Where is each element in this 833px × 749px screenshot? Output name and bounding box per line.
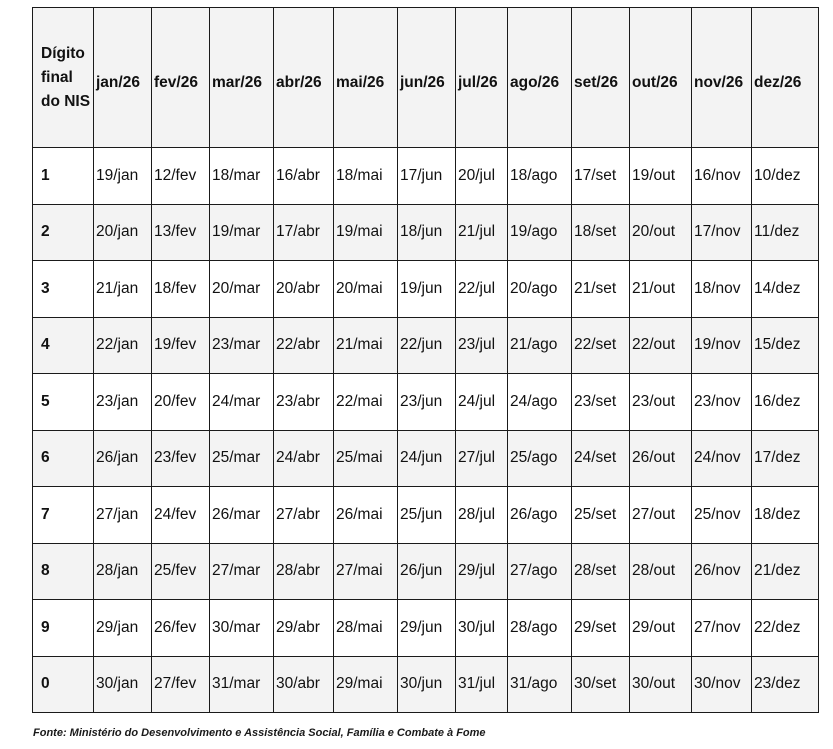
payment-date-cell: 18/jun [398,204,456,261]
payment-date-cell: 23/set [572,374,630,431]
payment-date-cell: 21/mai [334,317,398,374]
header-month: jan/26 [94,8,152,148]
payment-date-cell: 22/jan [94,317,152,374]
payment-date-cell: 21/jul [456,204,508,261]
payment-date-cell: 18/mar [210,148,274,205]
payment-date-cell: 20/out [630,204,692,261]
payment-date-cell: 29/out [630,600,692,657]
header-row [33,8,819,148]
payment-date-cell: 25/set [572,487,630,544]
payment-date-cell: 31/mar [210,656,274,713]
nis-digit-cell: 9 [33,600,94,657]
payment-date-cell: 27/abr [274,487,334,544]
payment-calendar-table [32,7,819,713]
payment-date-cell: 20/jan [94,204,152,261]
payment-date-cell: 28/jul [456,487,508,544]
nis-digit-cell: 4 [33,317,94,374]
header-month: ago/26 [508,8,572,148]
header-month: jun/26 [398,8,456,148]
payment-date-cell: 17/jun [398,148,456,205]
payment-date-cell: 10/dez [752,148,819,205]
payment-date-cell: 23/fev [152,430,210,487]
payment-date-cell: 27/ago [508,543,572,600]
payment-date-cell: 24/fev [152,487,210,544]
payment-date-cell: 23/jun [398,374,456,431]
payment-date-cell: 13/fev [152,204,210,261]
payment-date-cell: 23/mar [210,317,274,374]
payment-date-cell: 23/abr [274,374,334,431]
payment-date-cell: 27/out [630,487,692,544]
payment-date-cell: 23/jul [456,317,508,374]
payment-date-cell: 19/nov [692,317,752,374]
payment-date-cell: 30/mar [210,600,274,657]
payment-date-cell: 21/out [630,261,692,318]
payment-date-cell: 30/abr [274,656,334,713]
payment-date-cell: 25/mar [210,430,274,487]
payment-date-cell: 17/set [572,148,630,205]
payment-date-cell: 17/nov [692,204,752,261]
payment-date-cell: 22/jun [398,317,456,374]
payment-date-cell: 26/ago [508,487,572,544]
payment-date-cell: 27/fev [152,656,210,713]
source-note: Fonte: Ministério do Desenvolvimento e Assistência Social, Família e Combate à Fome [33,727,486,739]
payment-date-cell: 25/jun [398,487,456,544]
table-row [33,430,819,487]
payment-date-cell: 20/fev [152,374,210,431]
payment-date-cell: 20/abr [274,261,334,318]
payment-date-cell: 23/dez [752,656,819,713]
payment-date-cell: 29/set [572,600,630,657]
header-month: set/26 [572,8,630,148]
payment-date-cell: 21/set [572,261,630,318]
payment-date-cell: 22/abr [274,317,334,374]
payment-date-cell: 16/nov [692,148,752,205]
payment-date-cell: 28/abr [274,543,334,600]
payment-date-cell: 26/jan [94,430,152,487]
payment-date-cell: 28/set [572,543,630,600]
payment-date-cell: 16/dez [752,374,819,431]
payment-date-cell: 12/fev [152,148,210,205]
header-month: nov/26 [692,8,752,148]
payment-date-cell: 24/nov [692,430,752,487]
table-row [33,487,819,544]
payment-date-cell: 29/jun [398,600,456,657]
table-row [33,600,819,657]
payment-date-cell: 18/nov [692,261,752,318]
payment-date-cell: 17/dez [752,430,819,487]
payment-date-cell: 28/jan [94,543,152,600]
payment-date-cell: 27/jan [94,487,152,544]
payment-date-cell: 21/jan [94,261,152,318]
table-row [33,204,819,261]
table-row [33,374,819,431]
payment-date-cell: 18/set [572,204,630,261]
payment-date-cell: 20/jul [456,148,508,205]
header-month: jul/26 [456,8,508,148]
payment-date-cell: 29/jul [456,543,508,600]
payment-date-cell: 24/mar [210,374,274,431]
payment-date-cell: 19/jun [398,261,456,318]
table-row [33,543,819,600]
payment-date-cell: 24/jun [398,430,456,487]
payment-date-cell: 30/jul [456,600,508,657]
payment-date-cell: 26/out [630,430,692,487]
nis-digit-cell: 2 [33,204,94,261]
payment-date-cell: 14/dez [752,261,819,318]
table-row [33,148,819,205]
payment-date-cell: 18/ago [508,148,572,205]
payment-date-cell: 27/nov [692,600,752,657]
payment-date-cell: 19/ago [508,204,572,261]
payment-date-cell: 22/mai [334,374,398,431]
payment-date-cell: 24/set [572,430,630,487]
payment-date-cell: 28/ago [508,600,572,657]
nis-digit-cell: 1 [33,148,94,205]
nis-digit-cell: 5 [33,374,94,431]
payment-date-cell: 20/mar [210,261,274,318]
payment-date-cell: 22/jul [456,261,508,318]
payment-date-cell: 28/mai [334,600,398,657]
payment-date-cell: 15/dez [752,317,819,374]
nis-digit-cell: 6 [33,430,94,487]
table-row [33,317,819,374]
payment-date-cell: 24/abr [274,430,334,487]
payment-date-cell: 28/out [630,543,692,600]
payment-date-cell: 22/set [572,317,630,374]
payment-date-cell: 18/fev [152,261,210,318]
payment-date-cell: 23/out [630,374,692,431]
payment-date-cell: 30/jun [398,656,456,713]
payment-date-cell: 18/dez [752,487,819,544]
payment-date-cell: 29/mai [334,656,398,713]
header-month: dez/26 [752,8,819,148]
payment-date-cell: 25/ago [508,430,572,487]
payment-date-cell: 17/abr [274,204,334,261]
payment-date-cell: 21/ago [508,317,572,374]
payment-date-cell: 31/jul [456,656,508,713]
table-row [33,261,819,318]
payment-date-cell: 26/nov [692,543,752,600]
payment-date-cell: 27/mar [210,543,274,600]
payment-date-cell: 19/mar [210,204,274,261]
payment-date-cell: 26/mai [334,487,398,544]
payment-date-cell: 19/mai [334,204,398,261]
payment-date-cell: 29/abr [274,600,334,657]
header-month: fev/26 [152,8,210,148]
payment-date-cell: 22/dez [752,600,819,657]
payment-date-cell: 21/dez [752,543,819,600]
payment-date-cell: 23/nov [692,374,752,431]
payment-date-cell: 25/fev [152,543,210,600]
payment-date-cell: 27/jul [456,430,508,487]
payment-date-cell: 11/dez [752,204,819,261]
payment-date-cell: 27/mai [334,543,398,600]
header-nis-digit: Dígito final do NIS [33,8,94,148]
payment-date-cell: 19/jan [94,148,152,205]
payment-date-cell: 26/fev [152,600,210,657]
payment-date-cell: 30/set [572,656,630,713]
nis-digit-cell: 8 [33,543,94,600]
header-month: mar/26 [210,8,274,148]
payment-date-cell: 30/nov [692,656,752,713]
payment-date-cell: 20/ago [508,261,572,318]
nis-digit-cell: 0 [33,656,94,713]
table-row [33,656,819,713]
payment-calendar [32,7,818,713]
header-month: out/26 [630,8,692,148]
payment-date-cell: 18/mai [334,148,398,205]
header-month: mai/26 [334,8,398,148]
payment-date-cell: 31/ago [508,656,572,713]
payment-date-cell: 16/abr [274,148,334,205]
payment-date-cell: 29/jan [94,600,152,657]
payment-date-cell: 23/jan [94,374,152,431]
payment-date-cell: 24/jul [456,374,508,431]
payment-date-cell: 25/mai [334,430,398,487]
payment-date-cell: 19/out [630,148,692,205]
nis-digit-cell: 3 [33,261,94,318]
header-month: abr/26 [274,8,334,148]
payment-date-cell: 30/jan [94,656,152,713]
payment-date-cell: 30/out [630,656,692,713]
payment-date-cell: 26/mar [210,487,274,544]
payment-date-cell: 22/out [630,317,692,374]
table-body [33,148,819,713]
payment-date-cell: 24/ago [508,374,572,431]
payment-date-cell: 25/nov [692,487,752,544]
payment-date-cell: 26/jun [398,543,456,600]
nis-digit-cell: 7 [33,487,94,544]
payment-date-cell: 19/fev [152,317,210,374]
payment-date-cell: 20/mai [334,261,398,318]
